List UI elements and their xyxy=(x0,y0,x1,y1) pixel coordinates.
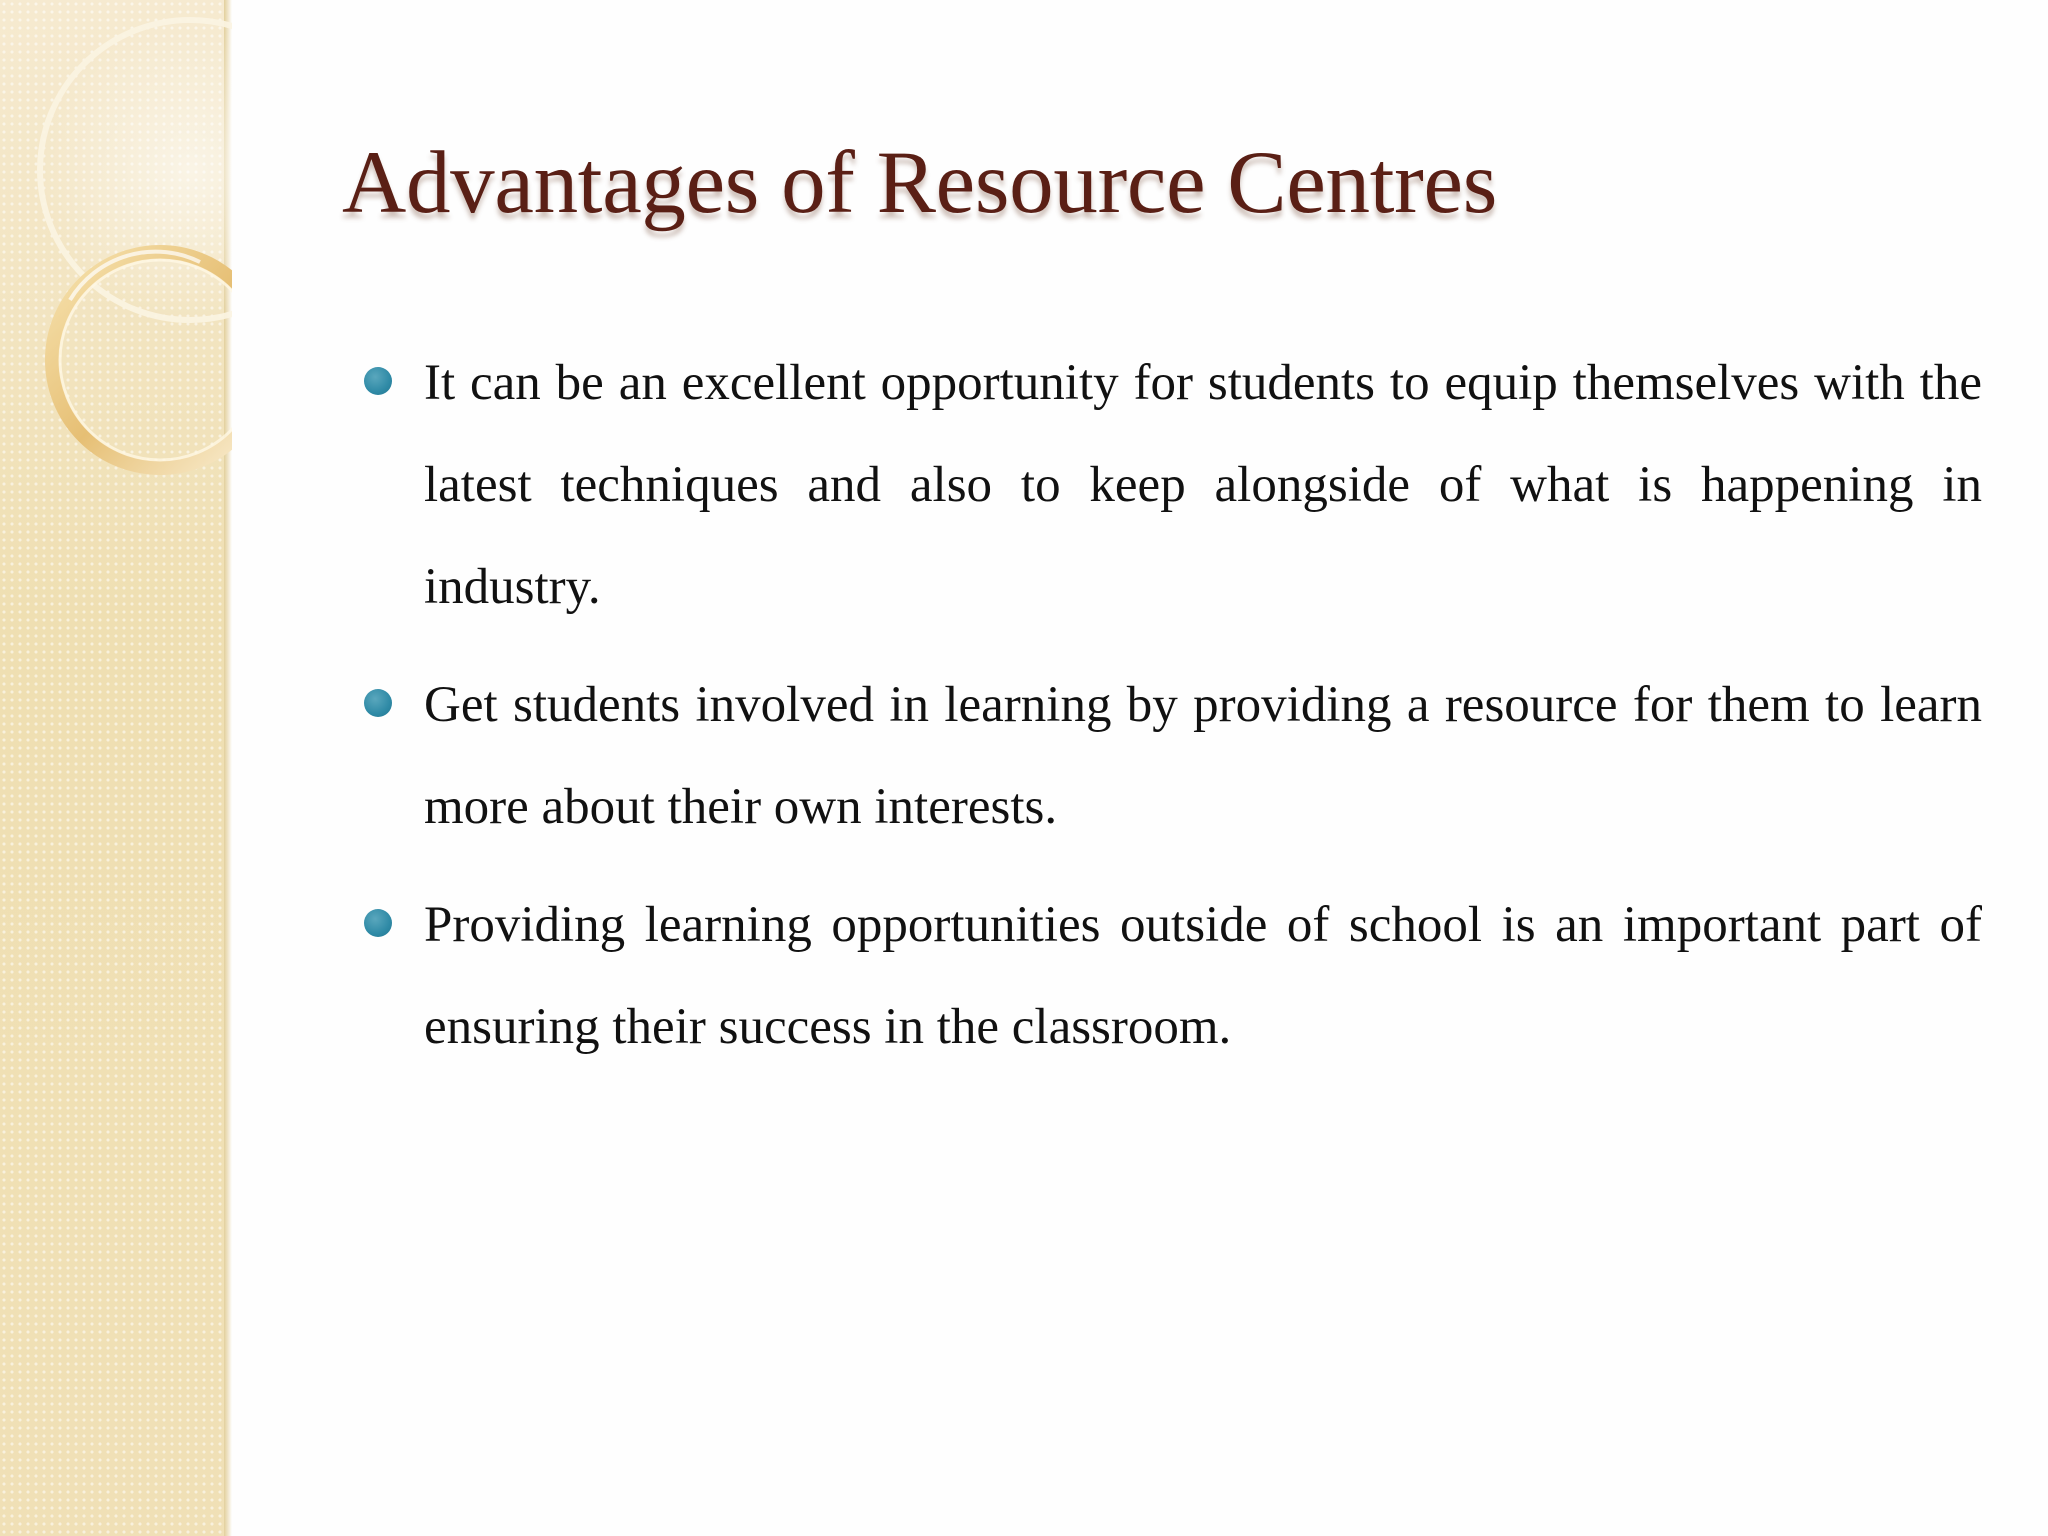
bullet-item xyxy=(360,874,1982,1078)
bullet-dot-icon xyxy=(364,909,392,937)
bullet-dot-icon xyxy=(364,689,392,717)
bullet-text: It can be an excellent opportunity for students to equip themselves with the latest techniques and also to keep alongside of what is happening in industry. xyxy=(424,355,1982,615)
bullet-list xyxy=(360,332,1982,1094)
bullet-dot-icon xyxy=(364,367,392,395)
bullet-item xyxy=(360,654,1982,858)
bullet-text: Get students involved in learning by providing a resource for them to learn more about their own interests. xyxy=(424,677,1982,835)
bullet-item xyxy=(360,332,1982,638)
bullet-text: Providing learning opportunities outside of school is an important part of ensuring their success in the classroom. xyxy=(424,897,1982,1055)
gold-rings-icon xyxy=(0,0,232,520)
slide-title: Advantages of Resource Centres xyxy=(342,134,1498,232)
